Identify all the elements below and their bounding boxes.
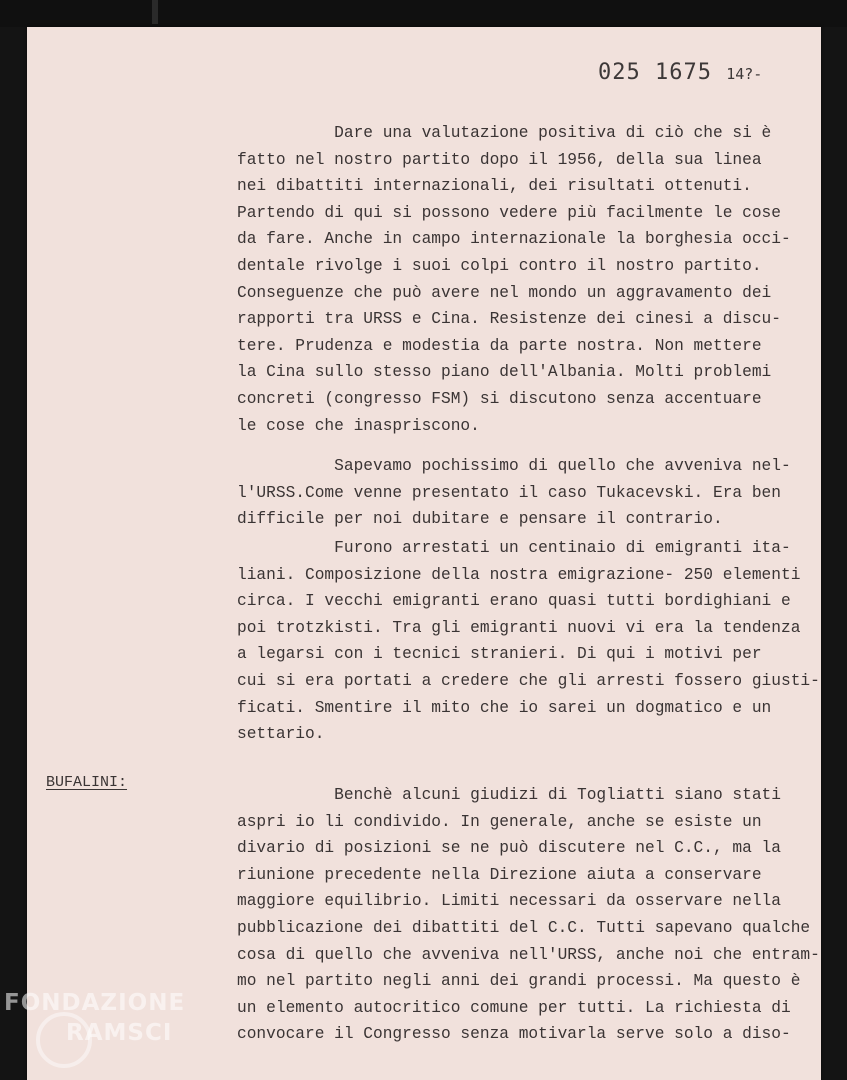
archive-number	[598, 60, 762, 85]
paragraph-2: Sapevamo pochissimo di quello che avveniva nel- l'URSS.Come venne presentato il caso Tukacevski. Era ben difficile per noi dubitare e pensare il contrario.	[237, 457, 791, 529]
paragraph-3: Furono arrestati un centinaio di emigranti ita- liani. Composizione della nostra emigrazione- 250 elementi circa. I vecchi emigranti erano quasi tutti bordighiani e poi trotzkisti. Tra gli emigranti nuovi vi era la tendenza a legarsi con i tecnici stranieri. Di qui i motivi per cui si era portati a credere che gli arresti fossero giusti- ficati. Smentire il mito che io sarei un dogmatico e un settario.	[237, 539, 820, 744]
watermark-line-2: RAMSCI	[66, 1020, 173, 1046]
scan-tab-mark	[152, 0, 158, 24]
paragraph-1: Dare una valutazione positiva di ciò che si è fatto nel nostro partito dopo il 1956, della sua linea nei dibattiti internazionali, dei risultati ottenuti. Partendo di qui si possono vedere più facilmente le cose da fare. Anche in campo internazionale la borghesia occi- dentale rivolge i suoi colpi contro il nostro partito. Conseguenze che può avere nel mondo un aggravamento dei rapporti tra URSS e Cina. Resistenze dei cinesi a discu- tere. Prudenza e modestia da parte nostra. Non mettere la Cina sullo stesso piano dell'Albania. Molti problemi concreti (congresso FSM) si discutono senza accentuare le cose che inaspriscono.	[237, 124, 791, 435]
page-number: 14?-	[726, 65, 763, 83]
speaker-label: BUFALINI:	[46, 774, 128, 791]
paragraph-4: Benchè alcuni giudizi di Togliatti siano stati aspri io li condivido. In generale, anche se esiste un divario di posizioni se ne può discutere nel C.C., ma la riunione precedente nella Direzione aiuta a conservare maggiore equilibrio. Limiti necessari da osservare nella pubblicazione dei dibattiti del C.C. Tutti sapevano qualche cosa di quello che avveniva nell'URSS, anche noi che entram- mo nel partito negli anni dei grandi processi. Ma questo è un elemento autocritico comune per tutti. La richiesta di convocare il Congresso senza motivarla serve solo a diso-	[237, 786, 820, 1044]
archive-number-value: 025 1675	[598, 60, 712, 85]
scan-top-border	[0, 0, 847, 27]
watermark-line-1: FONDAZIONE	[4, 990, 186, 1016]
watermark-logo	[4, 988, 185, 1048]
